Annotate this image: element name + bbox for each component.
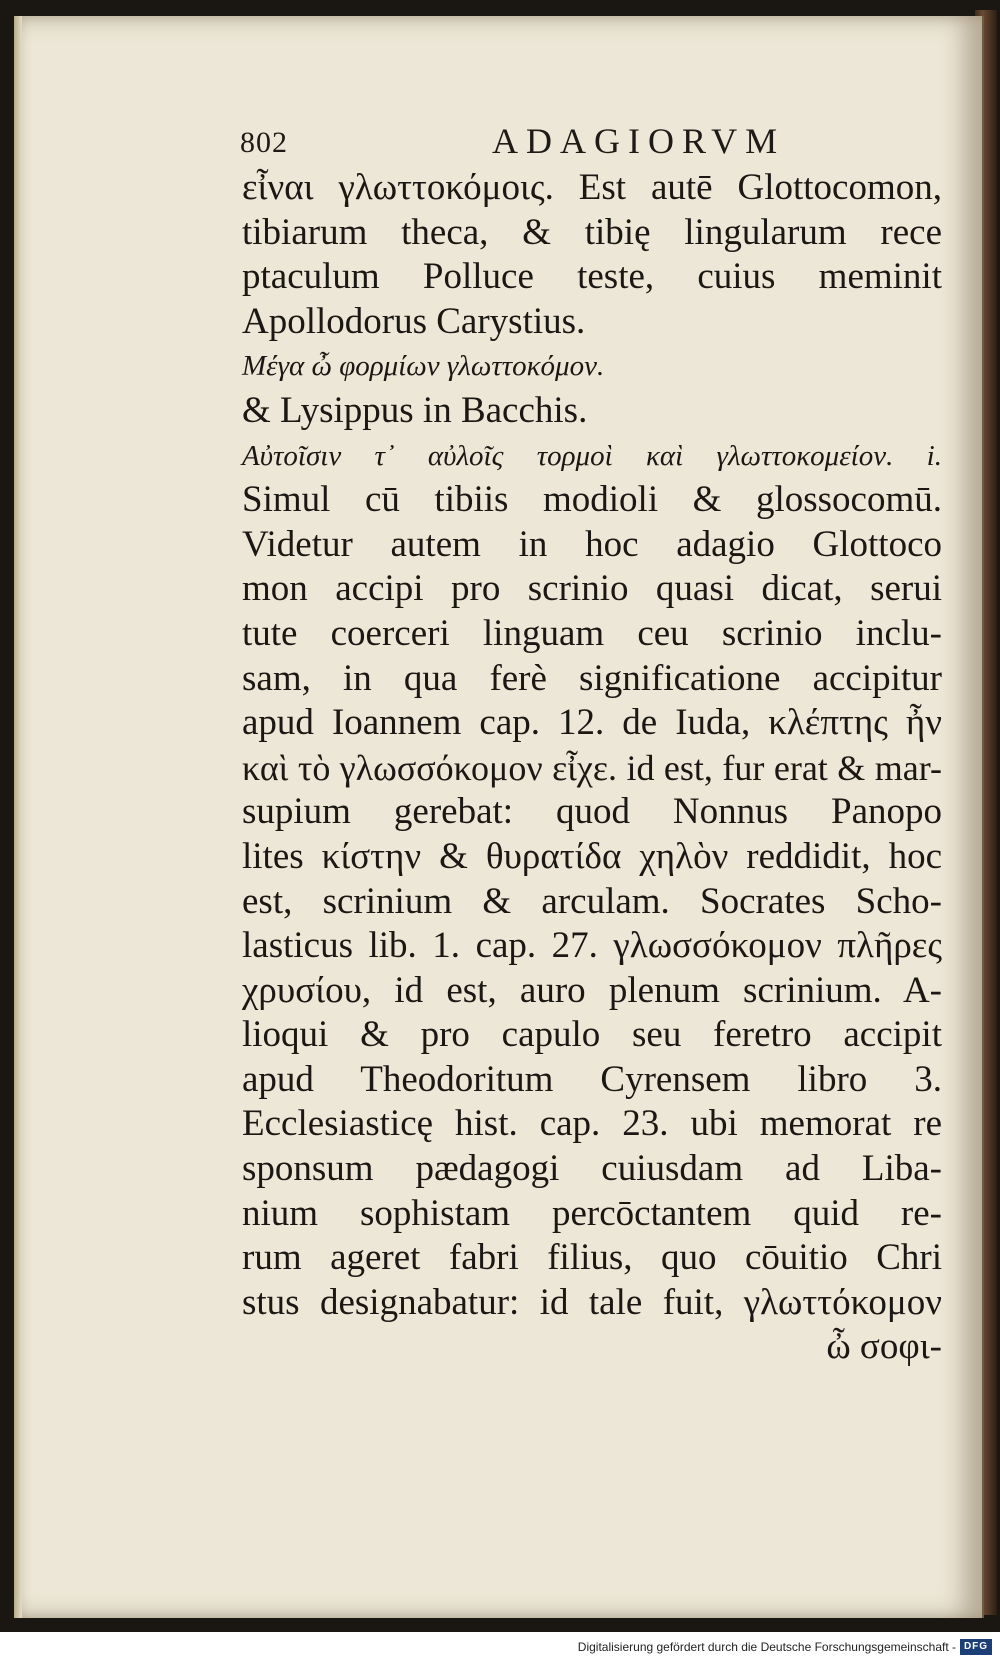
text-line: est, scrinium & arculam. Socrates Scho- — [242, 880, 942, 922]
text-line: nium sophistam percōctantem quid re- — [242, 1192, 942, 1234]
paper-page — [14, 16, 984, 1618]
text-line: apud Theodoritum Cyrensem libro 3. — [242, 1058, 942, 1100]
running-title: ADAGIORVM — [492, 121, 786, 161]
text-line: sponsum pædagogi cuiusdam ad Liba- — [242, 1148, 942, 1190]
text-line: Simul cū tibiis modioli & glossocomū. — [242, 479, 942, 521]
text-line: Videtur autem in hoc adagio Glottoco — [242, 523, 942, 565]
running-head — [14, 114, 982, 164]
page-gutter — [14, 16, 22, 1618]
text-line: stus designabatur: id tale fuit, γλωττόκομον — [242, 1281, 942, 1323]
text-line: rum ageret fabri filius, quo cōuitio Chri — [242, 1237, 942, 1279]
text-line: tibiarum theca, & tibię lingularum rece — [242, 211, 942, 253]
text-line: lasticus lib. 1. cap. 27. γλωσσόκομον πλῆρες — [242, 925, 942, 967]
greek-quotation-line: Αὐτοῖσιν τ᾽ αὐλοῖς τορμοὶ καὶ γλωττοκομείον. i. — [242, 439, 942, 472]
catchword-line: ὦ σοφι- — [826, 1326, 942, 1368]
text-line: lioqui & pro capulo seu feretro accipit — [242, 1014, 942, 1056]
text-line: εἶναι γλωττοκόμοις. Est autē Glottocomon, — [242, 167, 942, 208]
text-line: ptaculum Polluce teste, cuius meminit — [242, 256, 942, 298]
text-line: καὶ τὸ γλωσσόκομον εἶχε. id est, fur erat & mar- — [242, 747, 942, 788]
text-line: Ecclesiasticę hist. cap. 23. ubi memorat re — [242, 1103, 942, 1145]
page-number: 802 — [240, 126, 288, 159]
text-line: tute coerceri linguam ceu scrinio inclu- — [242, 612, 942, 654]
text-line: mon accipi pro scrinio quasi dicat, serui — [242, 568, 942, 610]
greek-quotation-line: Μέγα ὦ φορμίων γλωττοκόμον. — [242, 350, 605, 383]
dfg-logo-icon: DFG — [960, 1639, 992, 1655]
text-line: χρυσίου, id est, auro plenum scrinium. A- — [242, 969, 942, 1011]
text-line: supium gerebat: quod Nonnus Panopo — [242, 791, 942, 833]
text-line: & Lysippus in Bacchis. — [242, 389, 588, 431]
text-block — [242, 166, 942, 1370]
digitization-footer — [0, 1632, 1000, 1664]
text-line: lites κίστην & θυρατίδα χηλὸν reddidit, hoc — [242, 835, 942, 877]
text-line: apud Ioannem cap. 12. de Iuda, κλέπτης ἦν — [242, 702, 942, 744]
text-line: sam, in qua ferè significatione accipitur — [242, 657, 942, 699]
text-line: Apollodorus Carystius. — [242, 300, 586, 342]
funding-credit: Digitalisierung gefördert durch die Deutsche Forschungsgemeinschaft - — [577, 1640, 956, 1654]
